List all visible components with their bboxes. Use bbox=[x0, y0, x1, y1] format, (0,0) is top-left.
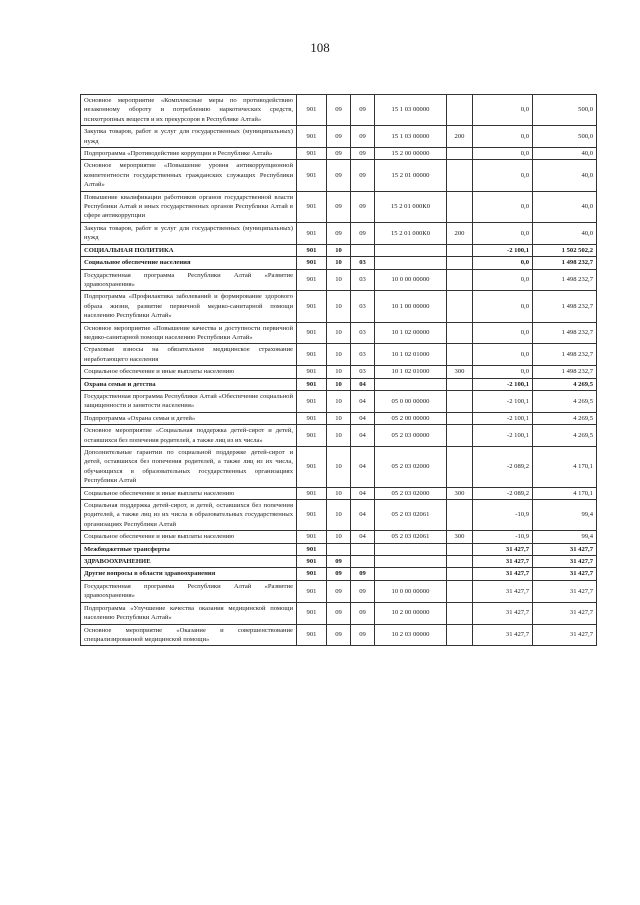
total-amount-cell: 1 498 232,7 bbox=[533, 322, 597, 344]
target-article-cell: 15 2 01 00000 bbox=[375, 160, 447, 191]
subsection-code-cell: 09 bbox=[351, 160, 375, 191]
total-amount-cell: 31 427,7 bbox=[533, 602, 597, 624]
target-article-cell: 05 2 03 02000 bbox=[375, 447, 447, 488]
table-row bbox=[81, 500, 597, 531]
table-row bbox=[81, 602, 597, 624]
table-row bbox=[81, 126, 597, 148]
page-number: 108 bbox=[310, 40, 330, 55]
grbs-code-cell: 901 bbox=[297, 390, 327, 412]
row-name-cell: Государственная программа Республики Алтай «Развитие здравоохранения» bbox=[81, 269, 297, 291]
section-code-cell: 10 bbox=[327, 244, 351, 256]
table-row bbox=[81, 447, 597, 488]
total-amount-cell: 4 269,5 bbox=[533, 425, 597, 447]
table-row bbox=[81, 531, 597, 543]
subsection-code-cell: 04 bbox=[351, 531, 375, 543]
table-row bbox=[81, 412, 597, 424]
section-code-cell: 09 bbox=[327, 602, 351, 624]
change-amount-cell: -2 100,1 bbox=[473, 412, 533, 424]
change-amount-cell: -2 089,2 bbox=[473, 487, 533, 499]
target-article-cell: 05 2 03 02061 bbox=[375, 531, 447, 543]
target-article-cell: 10 0 00 00000 bbox=[375, 269, 447, 291]
total-amount-cell: 4 170,1 bbox=[533, 447, 597, 488]
table-row bbox=[81, 269, 597, 291]
change-amount-cell: 31 427,7 bbox=[473, 602, 533, 624]
subsection-code-cell: 04 bbox=[351, 390, 375, 412]
table-row bbox=[81, 487, 597, 499]
table-row bbox=[81, 191, 597, 222]
expense-type-cell bbox=[447, 344, 473, 366]
total-amount-cell: 1 498 232,7 bbox=[533, 291, 597, 322]
change-amount-cell: -2 100,1 bbox=[473, 425, 533, 447]
grbs-code-cell: 901 bbox=[297, 269, 327, 291]
table-row bbox=[81, 556, 597, 568]
table-row bbox=[81, 624, 597, 646]
subsection-code-cell: 09 bbox=[351, 222, 375, 244]
grbs-code-cell: 901 bbox=[297, 366, 327, 378]
expense-type-cell bbox=[447, 602, 473, 624]
grbs-code-cell: 901 bbox=[297, 531, 327, 543]
grbs-code-cell: 901 bbox=[297, 322, 327, 344]
grbs-code-cell: 901 bbox=[297, 148, 327, 160]
change-amount-cell: 0,0 bbox=[473, 191, 533, 222]
expense-type-cell bbox=[447, 244, 473, 256]
section-code-cell: 10 bbox=[327, 366, 351, 378]
total-amount-cell: 40,0 bbox=[533, 148, 597, 160]
row-name-cell: Закупка товаров, работ и услуг для государственных (муниципальных) нужд bbox=[81, 126, 297, 148]
grbs-code-cell: 901 bbox=[297, 487, 327, 499]
grbs-code-cell: 901 bbox=[297, 244, 327, 256]
target-article-cell bbox=[375, 543, 447, 555]
expense-type-cell bbox=[447, 624, 473, 646]
target-article-cell bbox=[375, 378, 447, 390]
total-amount-cell: 99,4 bbox=[533, 500, 597, 531]
section-code-cell: 09 bbox=[327, 568, 351, 580]
target-article-cell: 10 1 02 01000 bbox=[375, 366, 447, 378]
grbs-code-cell: 901 bbox=[297, 378, 327, 390]
expense-type-cell bbox=[447, 291, 473, 322]
row-name-cell: СОЦИАЛЬНАЯ ПОЛИТИКА bbox=[81, 244, 297, 256]
expense-type-cell bbox=[447, 556, 473, 568]
target-article-cell bbox=[375, 568, 447, 580]
grbs-code-cell: 901 bbox=[297, 568, 327, 580]
expense-type-cell bbox=[447, 148, 473, 160]
section-code-cell: 10 bbox=[327, 322, 351, 344]
change-amount-cell: 31 427,7 bbox=[473, 543, 533, 555]
target-article-cell: 15 2 01 000К0 bbox=[375, 191, 447, 222]
row-name-cell: Государственная программа Республики Алтай «Развитие здравоохранения» bbox=[81, 580, 297, 602]
subsection-code-cell: 03 bbox=[351, 322, 375, 344]
target-article-cell: 15 1 03 00000 bbox=[375, 126, 447, 148]
change-amount-cell: 0,0 bbox=[473, 95, 533, 126]
expense-type-cell bbox=[447, 543, 473, 555]
section-code-cell: 10 bbox=[327, 447, 351, 488]
section-code-cell: 09 bbox=[327, 160, 351, 191]
subsection-code-cell: 03 bbox=[351, 344, 375, 366]
subsection-code-cell: 09 bbox=[351, 568, 375, 580]
subsection-code-cell: 09 bbox=[351, 95, 375, 126]
change-amount-cell: 0,0 bbox=[473, 269, 533, 291]
change-amount-cell: 0,0 bbox=[473, 291, 533, 322]
target-article-cell: 10 1 02 00000 bbox=[375, 322, 447, 344]
section-code-cell: 09 bbox=[327, 580, 351, 602]
expense-type-cell bbox=[447, 568, 473, 580]
table-row bbox=[81, 95, 597, 126]
expense-type-cell bbox=[447, 580, 473, 602]
change-amount-cell: 0,0 bbox=[473, 322, 533, 344]
row-name-cell: Социальное обеспечение и иные выплаты населению bbox=[81, 366, 297, 378]
section-code-cell: 09 bbox=[327, 556, 351, 568]
target-article-cell bbox=[375, 257, 447, 269]
target-article-cell: 05 0 00 00000 bbox=[375, 390, 447, 412]
section-code-cell: 10 bbox=[327, 412, 351, 424]
change-amount-cell: 31 427,7 bbox=[473, 580, 533, 602]
subsection-code-cell: 09 bbox=[351, 148, 375, 160]
expense-type-cell bbox=[447, 191, 473, 222]
expense-type-cell bbox=[447, 269, 473, 291]
target-article-cell: 05 2 00 00000 bbox=[375, 412, 447, 424]
target-article-cell: 10 2 00 00000 bbox=[375, 602, 447, 624]
table-row bbox=[81, 148, 597, 160]
section-code-cell: 09 bbox=[327, 222, 351, 244]
change-amount-cell: 0,0 bbox=[473, 148, 533, 160]
expense-type-cell bbox=[447, 257, 473, 269]
table-row bbox=[81, 390, 597, 412]
budget-table bbox=[80, 94, 597, 646]
total-amount-cell: 4 170,1 bbox=[533, 487, 597, 499]
subsection-code-cell: 04 bbox=[351, 500, 375, 531]
change-amount-cell: -10,9 bbox=[473, 500, 533, 531]
row-name-cell: Повышение квалификации работников органов государственной власти Республики Алтай и иных государственных органов Республики Алтай в сфере антикоррупции bbox=[81, 191, 297, 222]
expense-type-cell bbox=[447, 447, 473, 488]
change-amount-cell: -2 100,1 bbox=[473, 378, 533, 390]
total-amount-cell: 500,0 bbox=[533, 95, 597, 126]
target-article-cell bbox=[375, 556, 447, 568]
section-code-cell: 10 bbox=[327, 269, 351, 291]
total-amount-cell: 31 427,7 bbox=[533, 580, 597, 602]
table-row bbox=[81, 580, 597, 602]
total-amount-cell: 1 498 232,7 bbox=[533, 344, 597, 366]
row-name-cell: Подпрограмма «Улучшение качества оказания медицинской помощи населению Республики Алтай» bbox=[81, 602, 297, 624]
grbs-code-cell: 901 bbox=[297, 95, 327, 126]
total-amount-cell: 4 269,5 bbox=[533, 390, 597, 412]
row-name-cell: Основное мероприятие «Повышение качества и доступности первичной медико-санитарной помощи населению Республики Алтай» bbox=[81, 322, 297, 344]
section-code-cell: 10 bbox=[327, 487, 351, 499]
target-article-cell: 15 2 00 00000 bbox=[375, 148, 447, 160]
section-code-cell: 10 bbox=[327, 378, 351, 390]
subsection-code-cell: 09 bbox=[351, 126, 375, 148]
row-name-cell: Страховые взносы на обязательное медицинское страхование неработающего населения bbox=[81, 344, 297, 366]
change-amount-cell: -10,9 bbox=[473, 531, 533, 543]
total-amount-cell: 40,0 bbox=[533, 191, 597, 222]
expense-type-cell bbox=[447, 160, 473, 191]
total-amount-cell: 500,0 bbox=[533, 126, 597, 148]
expense-type-cell bbox=[447, 322, 473, 344]
section-code-cell: 10 bbox=[327, 425, 351, 447]
grbs-code-cell: 901 bbox=[297, 500, 327, 531]
subsection-code-cell: 04 bbox=[351, 425, 375, 447]
total-amount-cell: 40,0 bbox=[533, 222, 597, 244]
grbs-code-cell: 901 bbox=[297, 160, 327, 191]
table-row bbox=[81, 378, 597, 390]
expense-type-cell: 200 bbox=[447, 222, 473, 244]
section-code-cell: 10 bbox=[327, 531, 351, 543]
row-name-cell: Подпрограмма «Профилактика заболеваний и формирование здорового образа жизни, развитие первичной медико-санитарной помощи населению Республики Алтай» bbox=[81, 291, 297, 322]
change-amount-cell: -2 089,2 bbox=[473, 447, 533, 488]
total-amount-cell: 40,0 bbox=[533, 160, 597, 191]
row-name-cell: Основное мероприятие «Комплексные меры по противодействию незаконному обороту и потреблению наркотических средств, психотропных веществ и их прекурсоров в Республике Алтай» bbox=[81, 95, 297, 126]
subsection-code-cell: 03 bbox=[351, 366, 375, 378]
subsection-code-cell: 09 bbox=[351, 580, 375, 602]
expense-type-cell bbox=[447, 425, 473, 447]
expense-type-cell: 300 bbox=[447, 487, 473, 499]
target-article-cell: 15 1 03 00000 bbox=[375, 95, 447, 126]
table-row bbox=[81, 257, 597, 269]
expense-type-cell bbox=[447, 95, 473, 126]
total-amount-cell: 99,4 bbox=[533, 531, 597, 543]
grbs-code-cell: 901 bbox=[297, 126, 327, 148]
section-code-cell: 10 bbox=[327, 257, 351, 269]
table-row bbox=[81, 425, 597, 447]
grbs-code-cell: 901 bbox=[297, 191, 327, 222]
section-code-cell: 09 bbox=[327, 126, 351, 148]
change-amount-cell: 31 427,7 bbox=[473, 624, 533, 646]
expense-type-cell: 300 bbox=[447, 366, 473, 378]
table-row bbox=[81, 568, 597, 580]
total-amount-cell: 4 269,5 bbox=[533, 378, 597, 390]
expense-type-cell: 300 bbox=[447, 531, 473, 543]
target-article-cell: 05 2 03 02061 bbox=[375, 500, 447, 531]
section-code-cell: 10 bbox=[327, 291, 351, 322]
grbs-code-cell: 901 bbox=[297, 425, 327, 447]
table-row bbox=[81, 222, 597, 244]
row-name-cell: Государственная программа Республики Алтай «Обеспечение социальной защищенности и занятости населения» bbox=[81, 390, 297, 412]
change-amount-cell: -2 100,1 bbox=[473, 244, 533, 256]
section-code-cell bbox=[327, 543, 351, 555]
expense-type-cell: 200 bbox=[447, 126, 473, 148]
table-row bbox=[81, 291, 597, 322]
total-amount-cell: 1 498 232,7 bbox=[533, 257, 597, 269]
row-name-cell: Социальная поддержка детей-сирот, и детей, оставшихся без попечения родителей, а также лиц из их числа в образовательных государственных организациях Республики Алтай bbox=[81, 500, 297, 531]
target-article-cell: 10 2 03 00000 bbox=[375, 624, 447, 646]
target-article-cell: 10 1 02 01000 bbox=[375, 344, 447, 366]
expense-type-cell bbox=[447, 390, 473, 412]
grbs-code-cell: 901 bbox=[297, 543, 327, 555]
expense-type-cell bbox=[447, 378, 473, 390]
grbs-code-cell: 901 bbox=[297, 556, 327, 568]
grbs-code-cell: 901 bbox=[297, 222, 327, 244]
row-name-cell: Основное мероприятие «Повышение уровня антикоррупционной компетентности государственных гражданских служащих Республики Алтай» bbox=[81, 160, 297, 191]
row-name-cell: Закупка товаров, работ и услуг для государственных (муниципальных) нужд bbox=[81, 222, 297, 244]
subsection-code-cell: 04 bbox=[351, 447, 375, 488]
grbs-code-cell: 901 bbox=[297, 344, 327, 366]
grbs-code-cell: 901 bbox=[297, 580, 327, 602]
table-row bbox=[81, 366, 597, 378]
row-name-cell: Социальное обеспечение и иные выплаты населению bbox=[81, 531, 297, 543]
subsection-code-cell bbox=[351, 543, 375, 555]
grbs-code-cell: 901 bbox=[297, 257, 327, 269]
table-row bbox=[81, 322, 597, 344]
total-amount-cell: 1 498 232,7 bbox=[533, 366, 597, 378]
change-amount-cell: -2 100,1 bbox=[473, 390, 533, 412]
total-amount-cell: 1 498 232,7 bbox=[533, 269, 597, 291]
section-code-cell: 10 bbox=[327, 500, 351, 531]
row-name-cell: Межбюджетные трансферты bbox=[81, 543, 297, 555]
row-name-cell: Подпрограмма «Противодействие коррупции в Республике Алтай» bbox=[81, 148, 297, 160]
total-amount-cell: 31 427,7 bbox=[533, 556, 597, 568]
row-name-cell: Подпрограмма «Охрана семьи и детей» bbox=[81, 412, 297, 424]
total-amount-cell: 31 427,7 bbox=[533, 568, 597, 580]
row-name-cell: Социальное обеспечение населения bbox=[81, 257, 297, 269]
section-code-cell: 09 bbox=[327, 95, 351, 126]
row-name-cell: Дополнительные гарантии по социальной поддержке детей-сирот и детей, оставшихся без попечения родителей, а также лиц из их числа, обучающихся в образовательных государственных организациях Республики Алтай bbox=[81, 447, 297, 488]
target-article-cell: 10 1 00 00000 bbox=[375, 291, 447, 322]
change-amount-cell: 31 427,7 bbox=[473, 556, 533, 568]
change-amount-cell: 0,0 bbox=[473, 222, 533, 244]
row-name-cell: Основное мероприятие «Оказание и совершенствование специализированной медицинской помощи» bbox=[81, 624, 297, 646]
change-amount-cell: 0,0 bbox=[473, 257, 533, 269]
subsection-code-cell: 03 bbox=[351, 291, 375, 322]
expense-type-cell bbox=[447, 500, 473, 531]
subsection-code-cell: 03 bbox=[351, 269, 375, 291]
change-amount-cell: 0,0 bbox=[473, 160, 533, 191]
total-amount-cell: 4 269,5 bbox=[533, 412, 597, 424]
row-name-cell: Социальное обеспечение и иные выплаты населению bbox=[81, 487, 297, 499]
row-name-cell: Основное мероприятие «Социальная поддержка детей-сирот и детей, оставшихся без попечения родителей, а также лиц из их числа» bbox=[81, 425, 297, 447]
section-code-cell: 09 bbox=[327, 624, 351, 646]
subsection-code-cell: 04 bbox=[351, 412, 375, 424]
subsection-code-cell: 03 bbox=[351, 257, 375, 269]
grbs-code-cell: 901 bbox=[297, 412, 327, 424]
change-amount-cell: 31 427,7 bbox=[473, 568, 533, 580]
change-amount-cell: 0,0 bbox=[473, 344, 533, 366]
expense-type-cell bbox=[447, 412, 473, 424]
table-row bbox=[81, 543, 597, 555]
total-amount-cell: 31 427,7 bbox=[533, 543, 597, 555]
subsection-code-cell: 09 bbox=[351, 624, 375, 646]
table-body bbox=[81, 95, 597, 646]
subsection-code-cell bbox=[351, 556, 375, 568]
subsection-code-cell: 04 bbox=[351, 487, 375, 499]
table-row bbox=[81, 244, 597, 256]
row-name-cell: ЗДРАВООХРАНЕНИЕ bbox=[81, 556, 297, 568]
subsection-code-cell: 09 bbox=[351, 191, 375, 222]
target-article-cell: 05 2 03 00000 bbox=[375, 425, 447, 447]
table-row bbox=[81, 344, 597, 366]
total-amount-cell: 1 502 502,2 bbox=[533, 244, 597, 256]
section-code-cell: 10 bbox=[327, 344, 351, 366]
section-code-cell: 09 bbox=[327, 148, 351, 160]
grbs-code-cell: 901 bbox=[297, 602, 327, 624]
target-article-cell: 10 0 00 00000 bbox=[375, 580, 447, 602]
row-name-cell: Другие вопросы в области здравоохранения bbox=[81, 568, 297, 580]
total-amount-cell: 31 427,7 bbox=[533, 624, 597, 646]
section-code-cell: 10 bbox=[327, 390, 351, 412]
change-amount-cell: 0,0 bbox=[473, 126, 533, 148]
grbs-code-cell: 901 bbox=[297, 447, 327, 488]
section-code-cell: 09 bbox=[327, 191, 351, 222]
row-name-cell: Охрана семьи и детства bbox=[81, 378, 297, 390]
change-amount-cell: 0,0 bbox=[473, 366, 533, 378]
subsection-code-cell bbox=[351, 244, 375, 256]
grbs-code-cell: 901 bbox=[297, 291, 327, 322]
subsection-code-cell: 04 bbox=[351, 378, 375, 390]
target-article-cell bbox=[375, 244, 447, 256]
table-row bbox=[81, 160, 597, 191]
target-article-cell: 15 2 01 000К0 bbox=[375, 222, 447, 244]
grbs-code-cell: 901 bbox=[297, 624, 327, 646]
target-article-cell: 05 2 03 02000 bbox=[375, 487, 447, 499]
subsection-code-cell: 09 bbox=[351, 602, 375, 624]
